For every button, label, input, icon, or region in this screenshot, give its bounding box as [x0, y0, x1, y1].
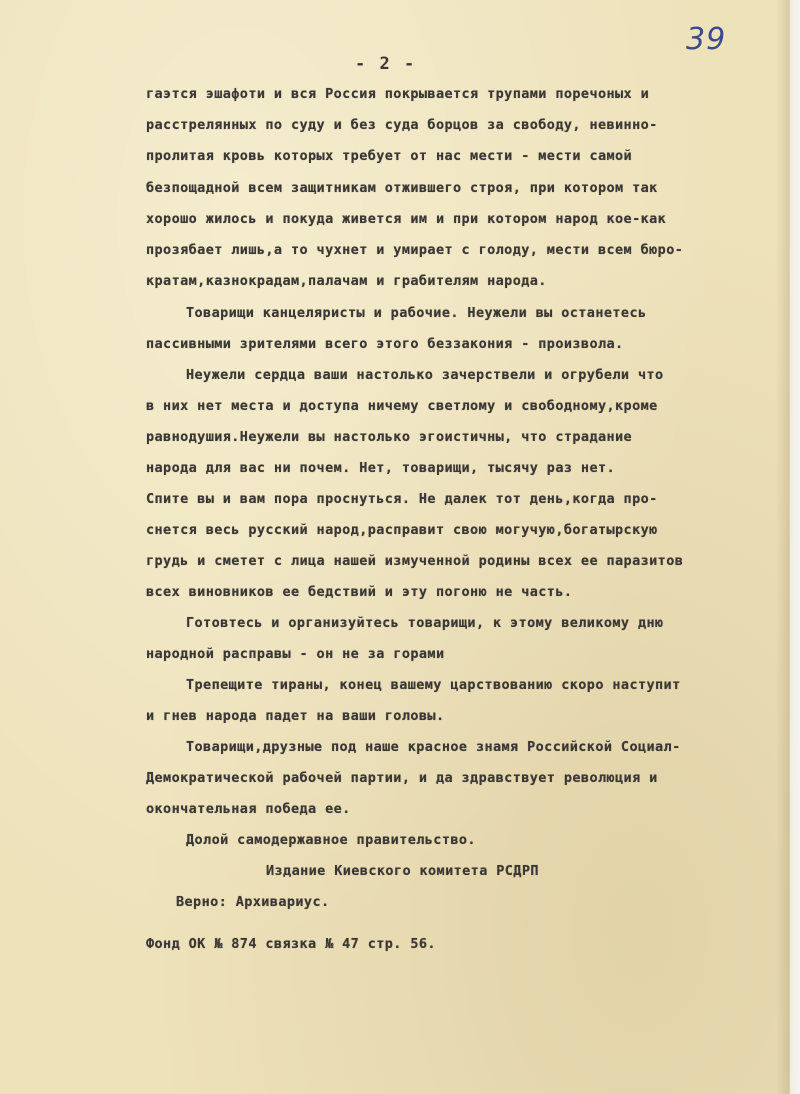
- text-line: прозябает лишь,а то чухнет и умирает с голоду, мести всем бюро-: [146, 242, 684, 258]
- text-line: Неужели сердца ваши настолько зачерствели и огрубели что: [186, 367, 664, 383]
- text-line: кратам,казнокрадам,палачам и грабителям народа.: [146, 273, 547, 289]
- text-line: грудь и сметет с лица нашей измученной родины всех ее паразитов: [146, 553, 684, 569]
- text-line: Спите вы и вам пора проснуться. Не далек тот день,когда про-: [146, 491, 658, 507]
- text-line: безпощадной всем защитникам отжившего строя, при котором так: [146, 180, 658, 196]
- text-line: равнодушия.Неужели вы настолько эгоистичны, что страдание: [146, 429, 633, 445]
- text-line: хорошо жилось и покуда живется им и при котором народ кое-как: [146, 211, 667, 227]
- publisher-line: Издание Киевского комитета РСДРП: [266, 863, 539, 879]
- page-number: - 2 -: [355, 54, 417, 74]
- text-line: всех виновников ее бедствий и эту погоню не часть.: [146, 584, 573, 600]
- text-line: Демократической рабочей партии, и да здравствует революция и: [146, 770, 658, 786]
- text-line: пассивными зрителями всего этого беззакония - произвола.: [146, 336, 624, 352]
- text-line: гаэтся эшафоти и вся Россия покрывается трупами поречоных и: [146, 86, 650, 102]
- text-line: народной расправы - он не за горами: [146, 646, 445, 662]
- text-line: и гнев народа падет на ваши головы.: [146, 708, 445, 724]
- certification-line: Верно: Архивариус.: [176, 894, 330, 910]
- text-line: Трепещите тираны, конец вашему царствованию скоро наступит: [186, 677, 681, 693]
- text-line: народа для вас ни почем. Нет, товарищи, тысячу раз нет.: [146, 460, 616, 476]
- text-line: Готовтесь и организуйтесь товарищи, к этому великому дню: [186, 615, 664, 631]
- text-line: снется весь русский народ,расправит свою могучую,богатырскую: [146, 522, 658, 538]
- text-line: Долой самодержавное правительство.: [186, 832, 476, 848]
- text-line: окончательная победа ее.: [146, 801, 351, 817]
- text-line: в них нет места и доступа ничему светлому и свободному,кроме: [146, 398, 658, 414]
- text-line: Товарищи,друзные под наше красное знамя Российской Социал-: [186, 739, 681, 755]
- text-line: расстрелянных по суду и без суда борцов за свободу, невинно-: [146, 117, 658, 133]
- page-edge: [776, 0, 800, 1094]
- text-line: Товарищи канцеляристы и рабочие. Неужели вы останетесь: [186, 305, 647, 321]
- folio-number: 39: [686, 22, 727, 57]
- archive-reference: Фонд ОК № 874 связка № 47 стр. 56.: [146, 936, 436, 952]
- text-line: пролитая кровь которых требует от нас мести - мести самой: [146, 148, 633, 164]
